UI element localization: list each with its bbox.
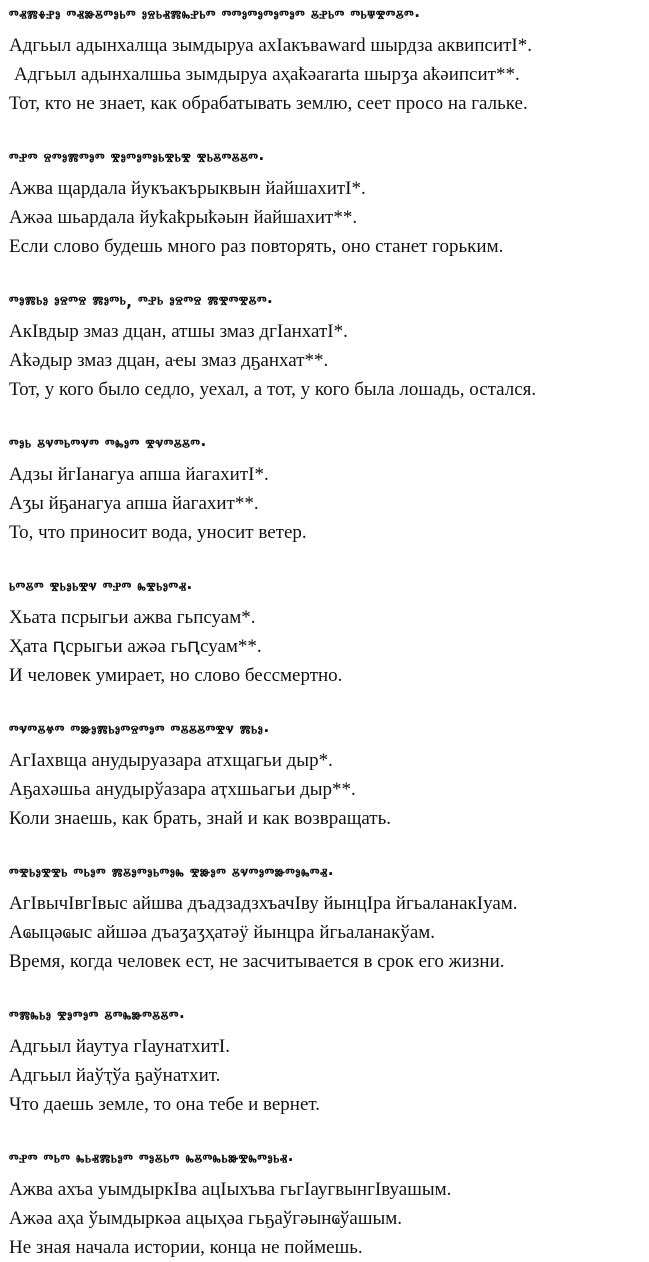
glagolitic-line: ⱅⱁⱃ ⰻⱌⱅⱃⱅⱌⱅ ⱅⰸⱁⱅ ⰺⱌⱅⰻⰻⱅ· <box>9 436 207 454</box>
transliteration-line-1: Адзы йгIанагуа апша йагахитI*. <box>9 464 269 485</box>
transliteration-line-1: АгIахвща анудыруазара атхщагьи дыр*. <box>9 750 333 771</box>
russian-translation: Если слово будешь много раз повторять, оно станет горьким. <box>9 236 504 257</box>
proverb-entry-9 <box>9 1146 649 1262</box>
glagolitic-line: ⱅⱀⱅ ⱄⱅⱁⰿⱅⱁⱅ ⰺⱁⱅⱁⱅⱁⱃⰺⱃⰺ ⰺⱃⰻⱅⰻⰻⱅ· <box>9 150 265 168</box>
transliteration-line-2: Аҕахәшьа анудырўазара аҭхшьагьи дыр**. <box>9 779 356 800</box>
russian-translation: Не зная начала истории, конца не поймешь. <box>9 1237 363 1258</box>
transliteration-line-1: Ажва щардала йукъакърыквын йайшахитI*. <box>9 178 366 199</box>
proverb-entry-1 <box>9 2 649 118</box>
russian-translation: Время, когда человек ест, не засчитывается в срок его жизни. <box>9 951 505 972</box>
proverb-entry-2 <box>9 145 649 261</box>
proverb-entry-7 <box>9 860 649 976</box>
glagolitic-line: ⱅⱏⰿⰷⱀⱁ ⱅⱏⱆⰻⱅⱁⱃⱅ ⱁⱄⱃⱏⰿⰸⱀⱃⱅ ⱅⱅⱁⱅⱁⱅⱁⱅⱁⱅ ⰻⱀⱃⱅ ⱅⱃⱋⰺⱅⰻⱅ· <box>9 7 421 25</box>
transliteration-line-1: АгIвычIвгIвыс айшва дъадзадзхъачIву йынцIра йгьаланакIуам. <box>9 893 518 914</box>
proverb-entry-4 <box>9 431 649 547</box>
transliteration-line-1: Хьата псрыгьи ажва гьпсуам*. <box>9 607 256 628</box>
glagolitic-line: ⱅⰺⱃⱁⰺⰺⱃ ⱅⱃⱁⱅ ⰿⰻⱁⱅⱁⱃⱅⱁⰸ ⰺⱆⱁⱅ ⰻⱌⱅⱁⱅⱆⱅⱁⰸⱅⱏ· <box>9 865 335 883</box>
russian-translation: Тот, у кого было седло, уехал, а тот, у кого была лошадь, остался. <box>9 379 537 400</box>
russian-translation: И человек умирает, но слово бессмертно. <box>9 665 343 686</box>
proverb-entry-3 <box>9 288 649 404</box>
russian-translation: Коли знаешь, как брать, знай и как возвращать. <box>9 808 391 829</box>
glagolitic-line: ⱅⱀⱅ ⱅⱃⱅ ⰸⱃⱏⰿⱃⱁⱅ ⱅⱁⰻⱃⱅ ⰸⰻⱅⰸⱃⱆⰺⰸⱅⱁⱃⱏ· <box>9 1151 294 1169</box>
glagolitic-line: ⱅⱁⰿⱃⱁ ⱁⱄⱅⱄ ⰿⱁⱅⱃ, ⱅⱀⱃ ⱁⱄⱅⱄ ⰿⰺⱅⰺⰻⱅ· <box>9 293 274 311</box>
glagolitic-line: ⱅⰿⰸⱃⱁ ⰺⱁⱅⱁⱅ ⰻⱅⰸⱆⱅⰻⰻⱅ· <box>9 1008 186 1026</box>
transliteration-line-2: Ажәа шьардала йуҟаҟрыҟәын йайшахит**. <box>9 207 358 228</box>
transliteration-line-2: Аӡы йҕанагуа апша йагахит**. <box>9 493 259 514</box>
transliteration-line-1: Адгьыл йаутуа гIаунатхитI. <box>9 1036 231 1057</box>
transliteration-line-2: Ажәа аҳа ўымдыркәа ацыҳәа гьҕаўгәынҩўашым. <box>9 1208 403 1229</box>
russian-translation: Что даешь земле, то она тебе и вернет. <box>9 1094 321 1115</box>
transliteration-line-1: АкIвдыр змаз дцан, атшы змаз дгIанхатI*. <box>9 321 348 342</box>
transliteration-line-2: Адгьыл адынхалшьа зымдыруа аҳаҟәararta шырӡа аҟәипсит**. <box>14 64 520 85</box>
transliteration-line-1: Ажва ахъа уымдыркIва ацIыхъва гьгIаугвынгIвуашым. <box>9 1179 452 1200</box>
glagolitic-line: ⱃⱅⰻⱅ ⰺⱃⱁⱃⰺⱌ ⱅⱀⱅ ⰸⰺⱃⱁⱅⱏ· <box>9 579 193 597</box>
transliteration-line-2: Ҳата ԥсрыгьи ажәа гьԥсуам**. <box>9 636 262 657</box>
transliteration-line-1: Адгьыл адынхалща зымдыруа ахIакъвaward шырдза аквипситI*. <box>9 35 533 56</box>
proverb-entry-8 <box>9 1003 649 1119</box>
proverb-entry-5 <box>9 574 649 690</box>
transliteration-line-2: Аҩыцәҩыс айшәа дъаӡаӡҳатәӱ йынцра йгьаланакўам. <box>9 922 436 943</box>
russian-translation: То, что приносит вода, уносит ветер. <box>9 522 307 543</box>
transliteration-line-2: Адгьыл йаўҭўа ҕаўнатхит. <box>9 1065 221 1086</box>
transliteration-line-2: Аҟәдыр змаз дцан, аҽы змаз дҕанхат**. <box>9 350 329 371</box>
glagolitic-line: ⱅⱌⱅⰻⱍⱅ ⱅⱆⱁⰿⱃⱁⱅⱄⱅⱁⱅ ⱅⰻⰻⰻⱅⰺⱌ ⰿⱃⱁ· <box>9 722 270 740</box>
proverb-entry-6 <box>9 717 649 833</box>
russian-translation: Тот, кто не знает, как обрабатывать землю, сеет просо на гальке. <box>9 93 528 114</box>
